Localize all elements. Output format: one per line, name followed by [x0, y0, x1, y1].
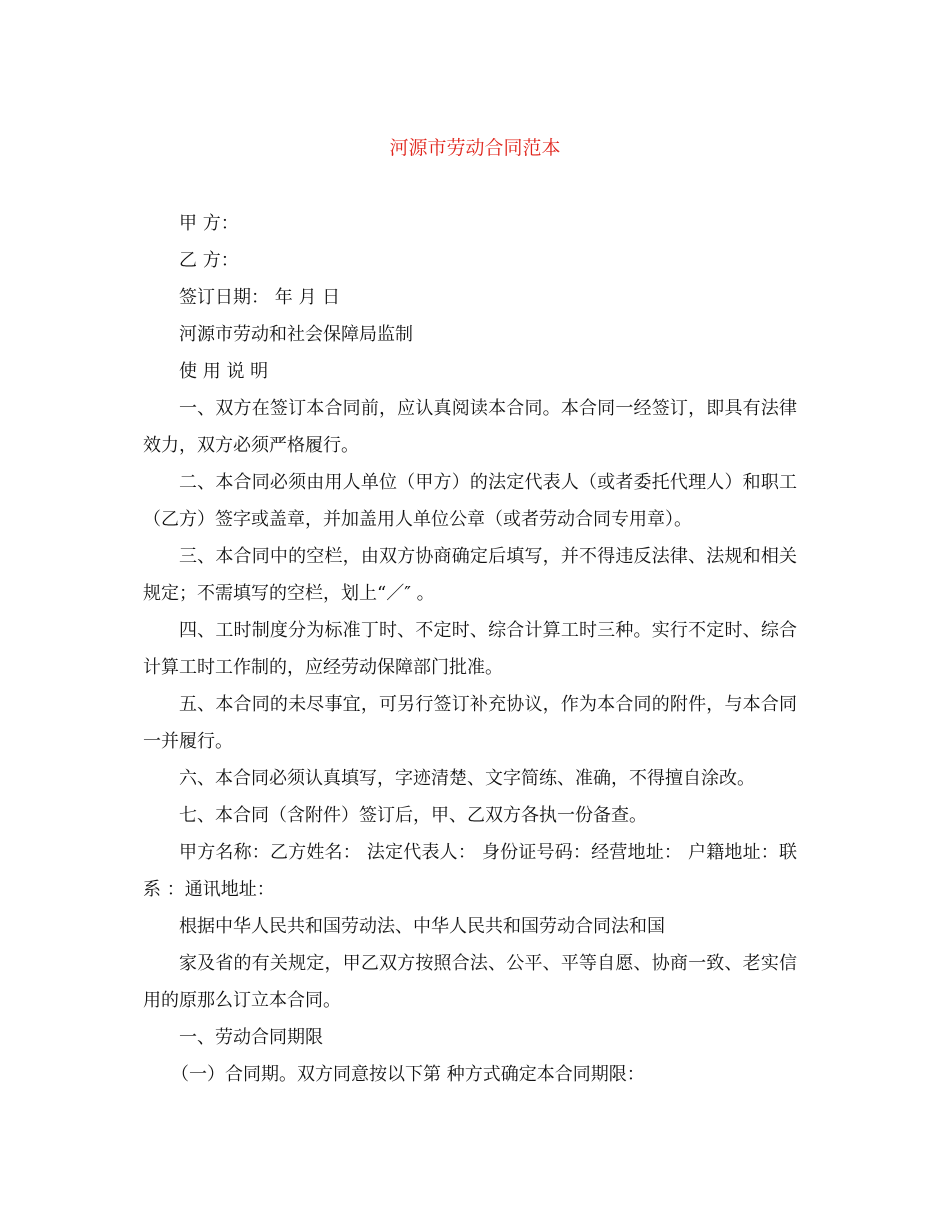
document-body: [143, 205, 797, 1093]
instruction-6: 六、本合同必须认真填写，字迹清楚、文字简练、准确，不得擅自涂改。: [179, 768, 755, 789]
instructions-heading: 使 用 说 明: [179, 361, 269, 382]
party-b-line: 乙 方：: [179, 250, 239, 271]
party-a-line: 甲 方：: [179, 213, 239, 234]
legal-basis-continued: 家及省的有关规定，甲乙双方按照合法、公平、平等自愿、协商一致、老实信用的原那么订立本合同。: [143, 953, 797, 1011]
party-info-fields: 甲方名称：乙方姓名： 法定代表人： 身份证号码：经营地址： 户籍地址：联系 ：通讯地址：: [143, 842, 797, 900]
supervisor-line: 河源市劳动和社会保障局监制: [179, 324, 413, 345]
instruction-1: 一、双方在签订本合同前，应认真阅读本合同。本合同一经签订，即具有法律效力，双方必须严格履行。: [143, 398, 797, 456]
section-contract-term: 一、劳动合同期限: [179, 1027, 323, 1048]
instruction-4: 四、工时制度分为标准丁时、不定时、综合计算工时三种。实行不定时、综合计算工时工作制的，应经劳动保障部门批准。: [143, 620, 797, 678]
legal-basis-line: 根据中华人民共和国劳动法、中华人民共和国劳动合同法和国: [179, 916, 665, 937]
signing-date-line: 签订日期： 年 月 日: [179, 287, 341, 308]
instruction-3: 三、本合同中的空栏，由双方协商确定后填写，并不得违反法律、法规和相关规定；不需填写的空栏，划上“／″ 。: [143, 546, 797, 604]
instruction-7: 七、本合同（含附件）签订后，甲、乙双方各执一份备查。: [179, 805, 647, 826]
instruction-2: 二、本合同必须由用人单位（甲方）的法定代表人（或者委托代理人）和职工（乙方）签字或盖章，并加盖用人单位公章（或者劳动合同专用章）。: [143, 472, 797, 530]
document-title: 河源市劳动合同范本: [389, 137, 561, 159]
contract-period-clause: （一）合同期。双方同意按以下第 种方式确定本合同期限：: [171, 1064, 645, 1085]
instruction-5: 五、本合同的未尽事宜，可另行签订补充协议，作为本合同的附件，与本合同一并履行。: [143, 694, 797, 752]
